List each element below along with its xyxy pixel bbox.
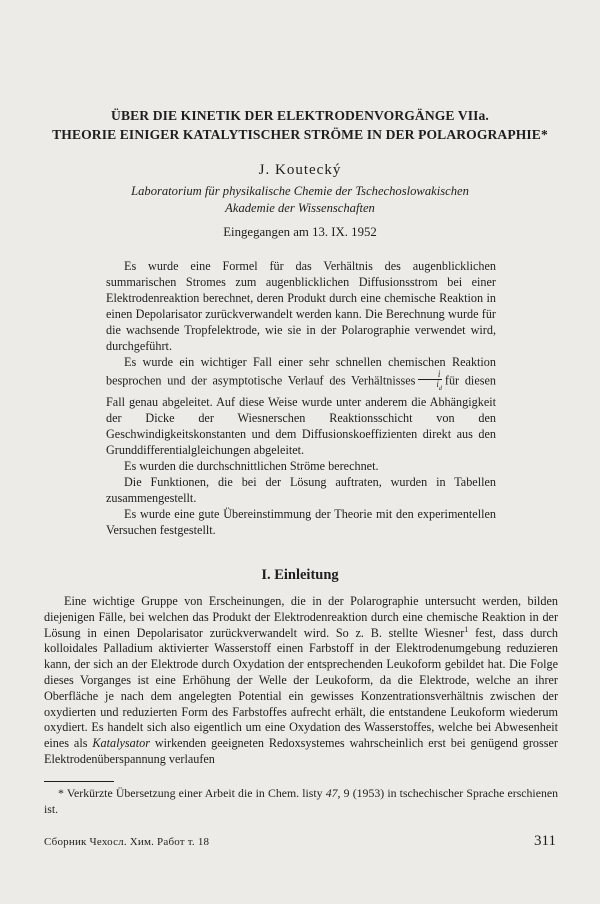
katalysator-italic: Katalysator <box>92 736 150 751</box>
abstract-paragraph-5: Es wurde eine gute Übereinstimmung der Theorie mit den experimentellen Versuchen festgestellt. <box>106 506 496 537</box>
section-heading: I. Einleitung <box>261 567 339 583</box>
page-number: 311 <box>534 833 556 849</box>
affiliation-line-1: Laboratorium für physikalische Chemie der Tschechoslowakischen <box>131 184 469 198</box>
footnote-volume: 47 <box>325 786 338 800</box>
affiliation-line-2: Akademie der Wissenschaften <box>225 201 375 215</box>
paper-title <box>40 106 560 144</box>
received-date: Eingegangen am 13. IX. 1952 <box>223 225 377 239</box>
title-line-1: ÜBER DIE KINETIK DER ELEKTRODENVORGÄNGE VIIa. <box>111 108 489 123</box>
abstract-paragraph-1: Es wurde eine Formel für das Verhältnis des augenblicklichen summarischen Stromes zum augenblicklichen Diffusionsstrom bei einer Elektrodenreaktion berechnet, deren Produkt durch eine chemische Reaktion in einen Depolarisator zurückverwandelt werden kann. Die Berechnung wurde für die wachsende Tropfelektrode, wie sie in der Polarographie verwendet wird, durchgeführt. <box>106 259 496 353</box>
footnote-text <box>44 786 558 817</box>
abstract-paragraph-2 <box>106 354 496 458</box>
fraction-denominator-symbol: i <box>436 379 439 389</box>
ratio-fraction <box>418 370 442 394</box>
affiliation <box>60 183 540 217</box>
author-name: J. Koutecký <box>258 162 342 178</box>
body-paragraph-1-start: Eine wichtige Gruppe von Erscheinungen, die in der Polarographie untersucht werden, bilden diejenigen Fälle, bei welchen das Produkt der Elektrodenreaktion durch eine chemische Reaktion in der Lösung in einen Depolarisator zurückverwandelt wird. So z. B. stellte Wiesner <box>44 594 558 640</box>
reference-superscript: 1 <box>464 624 469 634</box>
abstract-paragraph-3: Es wurden die durchschnittlichen Ströme berechnet. <box>124 458 379 473</box>
body-paragraph-1 <box>44 594 558 768</box>
journal-footer: Сборник Чехосл. Хим. Работ т. 18 <box>44 836 210 848</box>
abstract <box>106 258 496 538</box>
fraction-denominator-subscript: d <box>438 385 442 392</box>
footnote-text-end: , 9 (1953) in tschechischer Sprache erschienen ist. <box>44 786 558 816</box>
body-text <box>44 594 558 768</box>
abstract-paragraph-4: Die Funktionen, die bei der Lösung auftraten, wurden in Tabellen zusammengestellt. <box>106 474 496 505</box>
footnote-rule <box>44 781 114 782</box>
body-paragraph-1-end: wirkenden geeigneten Redoxsystemes wahrscheinlich erst bei genügend grosser Elektrodenüberspannung verlaufen <box>44 736 558 766</box>
title-line-2: THEORIE EINIGER KATALYTISCHER STRÖME IN DER POLAROGRAPHIE* <box>52 127 548 142</box>
footnote-text-start: * Verkürzte Übersetzung einer Arbeit die in Chem. listy <box>58 786 326 800</box>
abstract-paragraph-2-start: Es wurde ein wichtiger Fall einer sehr schnellen chemischen Reaktion besprochen und der asymptotische Verlauf des Verhältnisses <box>106 355 496 388</box>
fraction-denominator <box>418 380 442 394</box>
abstract-paragraph-2-end: für diesen Fall genau abgeleitet. Auf diese Weise wurde unter anderem die Abhängigkeit der Dicke der Wiesnerschen Reaktionsschicht von den Geschwindigkeitskonstanten und dem Diffusionskoeffizienten direkt aus den Grunddifferentialgleichungen abgeleitet. <box>106 373 496 457</box>
footnote <box>44 786 558 817</box>
body-paragraph-1-middle: fest, dass durch kolloidales Palladium aktivierter Wasserstoff einen Farbstoff in der Elektrodenumgebung reduzieren kann, der sich an der Elektrode durch Oxydation der entsprechenden Leukoform gebildet hat. Die Folge dieses Vorganges ist eine Erhöhung der Welle der Leukoform, da die Elektrode, welche an ihrer Oberfläche je nach dem angelegten Potential ein gewisses Konzentrationsverhältnis zwischen der oxydierten und reduzierten Form des Farbstoffes aufrecht erhält, die entstandene Leukoform wiederum oxydiert. Es handelt sich also eigentlich um eine Oxydation des Wasserstoffes, welche bei Abwesenheit eines als <box>44 625 558 751</box>
fraction-numerator: i <box>418 370 442 380</box>
